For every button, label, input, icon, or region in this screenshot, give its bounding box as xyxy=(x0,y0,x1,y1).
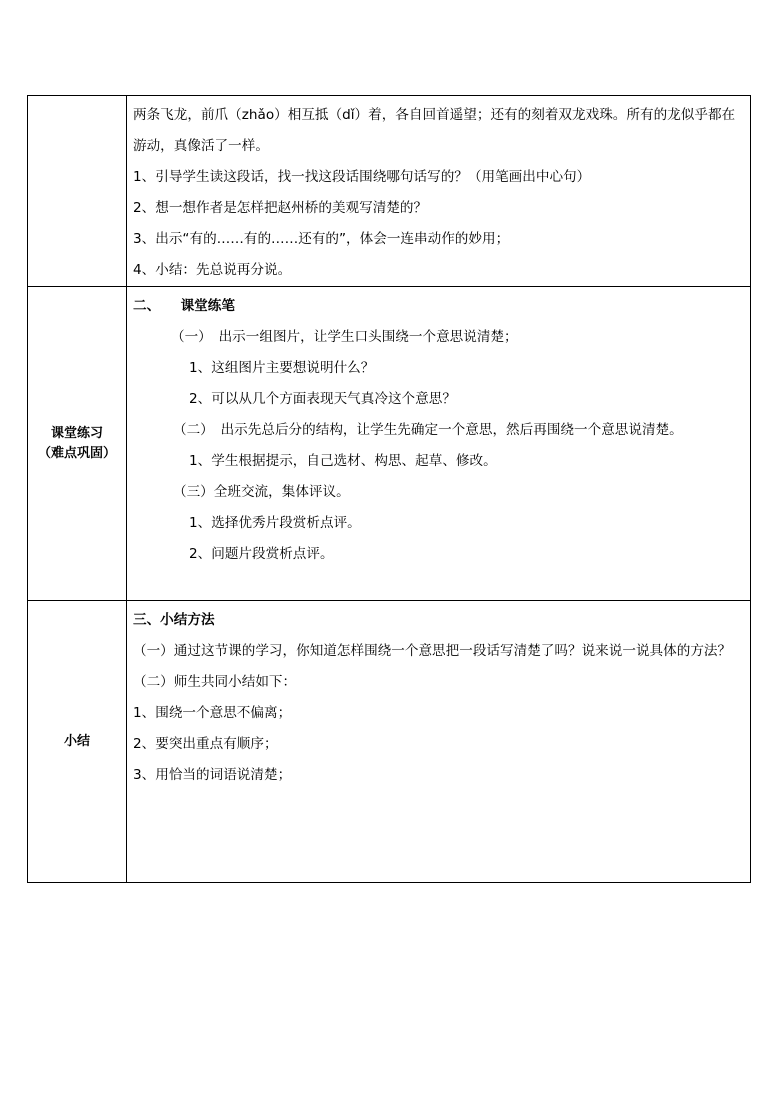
row-label: 小结 xyxy=(63,733,90,749)
row-label-cell xyxy=(28,287,127,601)
content-cell xyxy=(127,601,751,883)
section-heading: 二、 课堂练笔 xyxy=(133,298,235,314)
list-item: 3、出示“有的……有的……还有的”，体会一连串动作的妙用； xyxy=(133,231,510,247)
list-item: （二） 出示先总后分的结构，让学生先确定一个意思，然后再围绕一个意思说清楚。 xyxy=(173,422,683,438)
content-cell xyxy=(127,287,751,601)
list-item: 3、用恰当的词语说清楚； xyxy=(133,767,292,783)
list-item: 2、要突出重点有顺序； xyxy=(133,736,278,752)
list-item: 2、可以从几个方面表现天气真冷这个意思？ xyxy=(189,391,456,407)
row-label-cell xyxy=(28,601,127,883)
row-label: 课堂练习 xyxy=(50,425,103,441)
row-sublabel: （难点巩固） xyxy=(37,445,116,461)
list-item: （二）师生共同小结如下： xyxy=(133,674,297,690)
section-heading: 三、小结方法 xyxy=(133,612,215,628)
table-row xyxy=(28,601,751,883)
paragraph-text: 两条飞龙，前爪（zhǎo）相互抵（dǐ）着，各自回首遥望；还有的刻着双龙戏珠。所有的龙似乎都在游动，真像活了一样。 xyxy=(133,107,736,154)
list-item: 4、小结：先总说再分说。 xyxy=(133,262,292,278)
table-row xyxy=(28,287,751,601)
list-item: 2、问题片段赏析点评。 xyxy=(189,546,334,562)
list-item: 1、引导学生读这段话，找一找这段话围绕哪句话写的？（用笔画出中心句） xyxy=(133,169,591,185)
list-item: 1、这组图片主要想说明什么？ xyxy=(189,360,375,376)
list-item: 1、选择优秀片段赏析点评。 xyxy=(189,515,361,531)
list-item: 2、想一想作者是怎样把赵州桥的美观写清楚的？ xyxy=(133,200,428,216)
list-item: 1、围绕一个意思不偏离； xyxy=(133,705,292,721)
list-item: （一） 出示一组图片，让学生口头围绕一个意思说清楚； xyxy=(171,329,518,345)
paragraph-text: （一）通过这节课的学习，你知道怎样围绕一个意思把一段话写清楚了吗？说来说一说具体的方法？ xyxy=(133,643,732,659)
list-item: 1、学生根据提示，自己选材、构思、起草、修改。 xyxy=(189,453,497,469)
list-item: （三）全班交流，集体评议。 xyxy=(173,484,350,500)
row-label-cell xyxy=(28,96,127,287)
lesson-plan-table xyxy=(27,95,751,883)
content-cell xyxy=(127,96,751,287)
table-row xyxy=(28,96,751,287)
